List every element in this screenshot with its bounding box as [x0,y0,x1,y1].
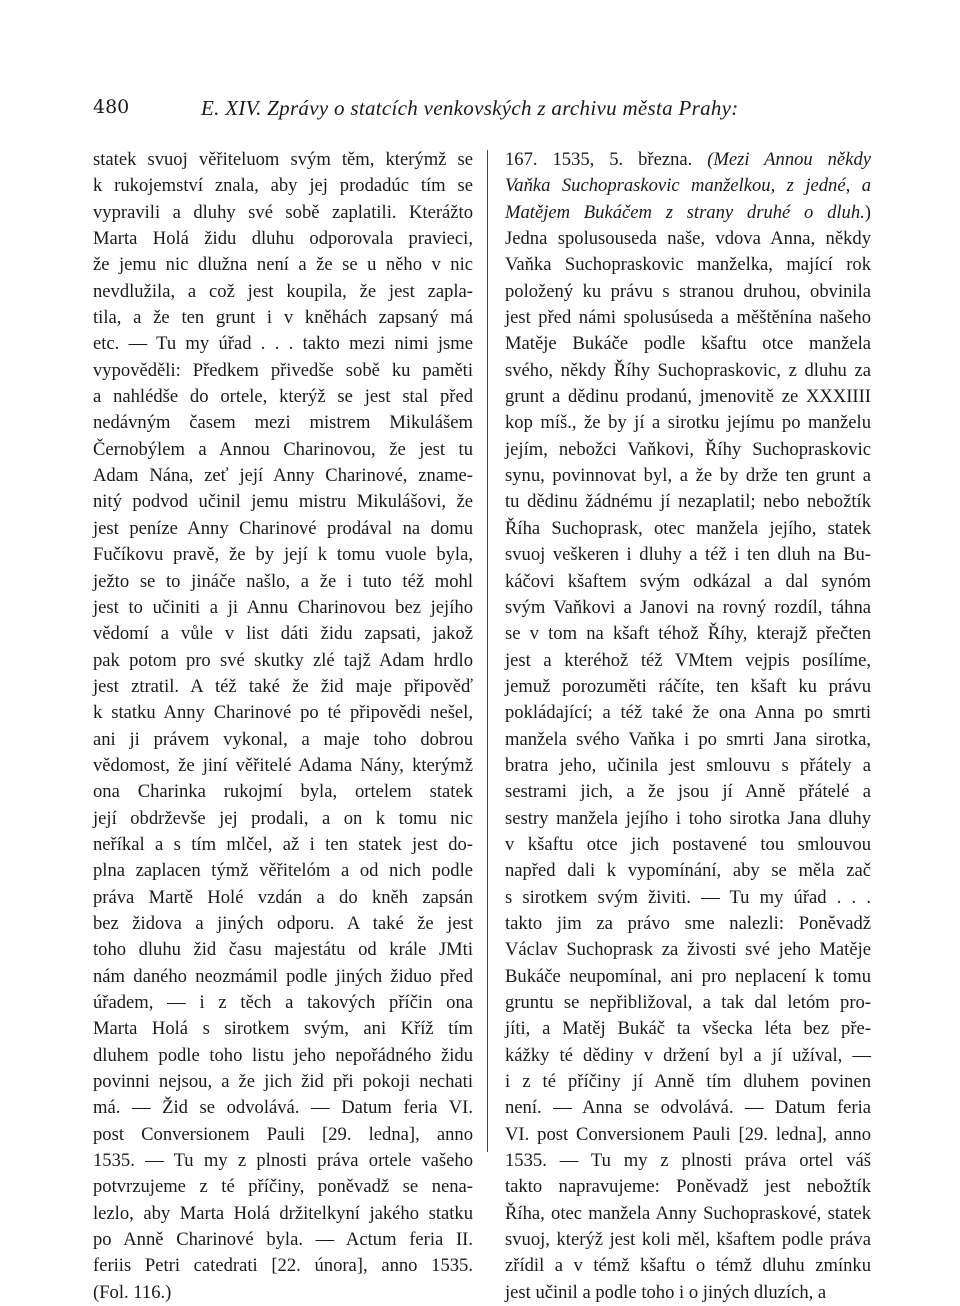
text-segment: má. — Žid se odvolává. — Datum feria VI. [93,1097,473,1119]
text-line [93,1043,473,1069]
text-line [93,885,473,911]
text-segment: zřídil a v témž kšaftu o témž dluhu zmínku [505,1255,871,1277]
text-line [505,200,871,226]
text-segment: svým Vaňkovi a Janovi na rovný rozdíl, táhna [505,596,871,618]
text-segment: že jemu nic dlužna není a že se u něho v nic [93,254,473,276]
text-line [505,648,871,674]
text-segment: 1535. — Tu my z plnosti práva ortel váš [505,1150,871,1172]
text-segment: takto jim za právo sme nalezli: Poněvadž [505,912,871,934]
text-segment: ani ji právem vykonal, a maje toho dobrou [93,728,473,750]
text-segment: Černobýlem a Annou Charinovou, že jest tu [93,438,473,460]
text-line [505,1095,871,1121]
text-line [93,147,473,173]
text-line [505,1069,871,1095]
right-column [505,147,871,1306]
text-line [505,911,871,937]
text-line [93,806,473,832]
text-line [505,1227,871,1253]
text-line [505,1122,871,1148]
text-line [93,911,473,937]
text-segment: jest peníze Anny Charinové prodával na domu [93,517,473,539]
text-segment: po Anně Charinové byla. — Actum feria II. [93,1229,473,1251]
text-line [505,410,871,436]
text-line [505,1148,871,1174]
text-line [505,252,871,278]
text-segment: její obdrževše jej prodali, a on k tomu nic [93,807,473,829]
text-segment: nitý podvod učinil jemu mistru Mikulášovi, že [93,491,473,513]
text-segment: jest učinil a podle toho i o jiných dluzích, a [505,1281,827,1303]
text-line [505,858,871,884]
text-segment: nám daného neozmámil podle jiných židuo před [93,965,473,987]
text-line [93,700,473,726]
text-segment: svého, někdy Říhy Suchopraskovic, z dluhu za [505,359,871,381]
italic-text: Matějem Bukáčem z strany druhé o dluh. [505,201,865,223]
text-line [505,806,871,832]
text-segment: není. — Anna se odvolává. — Datum feria [505,1097,871,1119]
text-line [505,727,871,753]
text-line [505,885,871,911]
text-segment: Adam Nána, zeť její Anny Charinové, zname- [93,465,473,487]
text-line [505,779,871,805]
text-segment: gruntu se nepřibližoval, a tak dal letóm pro- [505,992,871,1013]
text-segment: toho dluhu žid času majestátu od krále JMti [93,939,473,961]
text-line [505,1280,871,1306]
text-line [93,621,473,647]
text-segment: i z té příčiny jí Anně tím dluhem povinen [505,1071,871,1093]
text-line [505,990,871,1016]
text-line [505,674,871,700]
text-line [93,384,473,410]
text-line [505,1016,871,1042]
text-line [93,1174,473,1200]
text-segment: (Fol. 116.) [93,1281,172,1303]
text-segment: manžela svého Vaňka i po smrti Jana sirotka, [505,728,871,750]
text-segment: sestrami jich, a že jsou jí Anně přátelé a [505,781,871,803]
text-segment: feriis Petri catedrati [22. února], anno 1535. [93,1255,473,1277]
text-segment: povinni nejsou, a že jich žid při pokoji nechati [93,1071,473,1093]
text-line [93,990,473,1016]
text-segment: s sirotkem svým živiti. — Tu my úřad . . . [505,886,871,908]
text-line [505,226,871,252]
text-segment: v kšaftu otce jich postavené tou smlouvou [505,833,871,855]
text-line [93,1016,473,1042]
text-segment: ona Charinka rukojmí byla, ortelem statek [93,781,473,803]
text-line [505,147,871,173]
text-segment: post Conversionem Pauli [29. ledna], anno [93,1123,473,1145]
text-segment: k statku Anny Charinové po té připovědi nešel, [93,702,473,724]
text-segment: Jedna spolusouseda naše, vdova Anna, někdy [505,228,871,250]
text-segment: vědomí a vůle v list dáti židu zapsati, jakož [93,623,473,645]
text-line [505,1201,871,1227]
column-divider [487,150,488,1152]
running-header [93,96,873,118]
text-line [505,700,871,726]
text-segment: statek svuoj věřiteluom svým těm, kterýmž se [93,149,473,170]
text-line [93,779,473,805]
text-segment: jest ztratil. A též také že žid maje připověď [93,675,473,697]
running-title: E. XIV. Zprávy o statcích venkovských z archivu města Prahy: [201,96,739,120]
text-segment: položený ku právu s stranou druhou, obvinila [505,280,871,302]
text-segment: pokládající; a též také že ona Anna po smrti [505,702,871,724]
text-line [93,226,473,252]
text-segment: dluhem podle toho listu jeho nepořádného židu [93,1044,473,1066]
text-line [93,1227,473,1253]
text-line [93,832,473,858]
text-line [93,937,473,963]
text-segment: jejím, nebožci Vaňkovi, Říhy Suchopraskovic [505,438,871,460]
page-number: 480 [93,96,130,118]
text-line [93,595,473,621]
text-segment: jest to učiniti a ji Annu Charinovou bez jejího [93,596,473,618]
text-segment: svuoj, kterýž jest koli měl, kšaftem podle práva [505,1229,871,1251]
text-segment: 1535. — Tu my z plnosti práva ortele vašeho [93,1150,473,1172]
text-segment: sestry manžela jejího i toho sirotka Jana dluhy [505,807,871,829]
text-segment: Vaňka Suchopraskovic manželka, mající rok [505,254,871,276]
text-segment: práva Martě Holé vzdán a do kněh zapsán [93,886,473,908]
italic-text: Vaňka Suchopraskovic manželkou, z jedné, a [505,175,871,197]
italic-text: (Mezi Annou někdy [707,149,871,170]
text-segment: úřadem, — i z těch a takových příčin ona [93,992,473,1013]
text-segment: Říha, otec manžela Anny Suchopraskové, statek [505,1202,871,1224]
text-line [93,964,473,990]
text-line [93,1280,473,1306]
text-line [505,305,871,331]
text-segment: bratra jeho, učinila jest smlouvu s přátely a [505,754,871,776]
text-line [505,832,871,858]
text-line [93,358,473,384]
text-segment: nedávným časem mezi mistrem Mikulášem [93,412,473,434]
text-segment: lezlo, aby Marta Holá držitelkyní jakého statku [93,1202,473,1224]
text-line [505,937,871,963]
text-segment: VI. post Conversionem Pauli [29. ledna], anno [505,1123,871,1145]
text-line [505,1174,871,1200]
text-line [93,173,473,199]
text-line [505,621,871,647]
text-line [505,1043,871,1069]
text-line [93,569,473,595]
text-line [93,437,473,463]
text-segment: synu, povinnovat byl, a že by drže ten grunt a [505,465,871,487]
text-line [505,569,871,595]
text-segment: kop míš., že by jí a sirotku jejímu po manželu [505,412,871,434]
text-segment: takto napravujeme: Poněvadž jest nebožtík [505,1176,871,1198]
text-line [93,252,473,278]
text-line [93,753,473,779]
text-line [505,542,871,568]
text-segment: vypravili a dluhy své sobě zaplatili. Kterážto [93,201,473,223]
text-line [93,1201,473,1227]
text-segment: napřed dali k vypomínání, aby se měla zač [505,860,871,882]
text-line [505,331,871,357]
text-line [505,358,871,384]
text-line [505,173,871,199]
text-line [505,516,871,542]
text-line [93,858,473,884]
text-line [93,674,473,700]
text-line [505,753,871,779]
text-segment: svuoj veškeren i dluhy a též i ten dluh na Bu- [505,544,871,566]
text-line [93,279,473,305]
text-line [93,648,473,674]
text-line [93,1148,473,1174]
text-line [93,516,473,542]
text-segment: ježto se to jináče našlo, a že i tuto též mohl [93,570,473,592]
text-segment: vypověděli: Předkem přivedše sobě ku paměti [93,359,473,381]
text-line [505,489,871,515]
left-column [93,147,473,1306]
text-segment: 167. 1535, 5. března. [505,149,708,170]
text-line [93,410,473,436]
text-segment: jest před námi spolusúseda a měštěnína našeho [505,307,871,329]
text-segment: Marta Holá s sirotkem svým, ani Kříž tím [93,1018,473,1040]
text-line [93,1069,473,1095]
text-line [505,437,871,463]
text-line [93,305,473,331]
text-segment: etc. — Tu my úřad . . . takto mezi nimi jsme [93,333,473,355]
text-segment: vědomost, že jiní věřitelé Adama Nány, kterýmž [93,754,473,776]
text-segment: kážky té dědiny v držení byl a jí užíval, — [505,1044,871,1066]
text-line [93,1095,473,1121]
text-segment: Říha Suchoprask, otec manžela jejího, statek [505,517,871,539]
text-line [505,384,871,410]
text-segment: Marta Holá židu dluhu odporovala pravieci, [93,228,473,250]
text-segment: plna zaplacen týmž věřitelóm a od nich podle [93,860,473,882]
text-line [93,489,473,515]
text-segment: tu dědinu žádnému jí nezaplatil; nebo nebožtík [505,491,871,513]
text-segment: nevdlužila, a což jest koupila, že jest zapla- [93,280,473,302]
text-segment: jest a kteréhož též VMtem vejpis posílíme, [505,649,871,671]
text-segment: Bukáče neupomínal, ani pro neplacení k tomu [505,965,871,987]
text-segment: a nahlédše do ortele, kterýž se jest stal před [93,386,473,408]
text-segment: káčovi kšaftem svým odkázal a dal synóm [505,570,871,592]
text-line [505,1253,871,1279]
text-line [93,542,473,568]
text-segment: Václav Suchoprask za živosti své jeho Matěje [505,939,871,961]
text-segment: Fučíkovu pravě, že by její k tomu vuole byla, [93,544,473,566]
text-line [93,1253,473,1279]
text-segment: ) [864,201,871,223]
text-segment: grunt a dědinu prodanú, jmenovitě ze XXXIIII [505,386,871,408]
text-line [93,727,473,753]
text-segment: jemuž porozuměti ráčíte, ten kšaft ku právu [505,675,871,697]
text-line [505,279,871,305]
text-line [505,595,871,621]
text-line [505,463,871,489]
text-segment: tila, a že ten grunt i v kněhách zapsaný má [93,307,473,329]
text-line [93,331,473,357]
text-line [93,1122,473,1148]
text-segment: k rukojemství znala, aby jej prodadúc tím se [93,175,473,197]
text-segment: potvrzujeme z té příčiny, poněvadž se nena- [93,1176,473,1198]
text-segment: Matěje Bukáče podle kšaftu otce manžela [505,333,871,355]
text-segment: pak potom pro své skutky zlé tajž Adam hrdlo [93,649,473,671]
text-line [93,200,473,226]
text-line [505,964,871,990]
text-segment: se v tom na kšaft téhož Říhy, kterajž přečten [505,623,871,645]
text-segment: bez židova a jiných odporu. A také že jest [93,912,473,934]
text-line [93,463,473,489]
text-segment: jíti, a Matěj Bukáč ta všecka léta bez pře- [505,1018,871,1040]
text-segment: neříkal a s tím mlčel, až i ten statek jest do- [93,833,473,855]
